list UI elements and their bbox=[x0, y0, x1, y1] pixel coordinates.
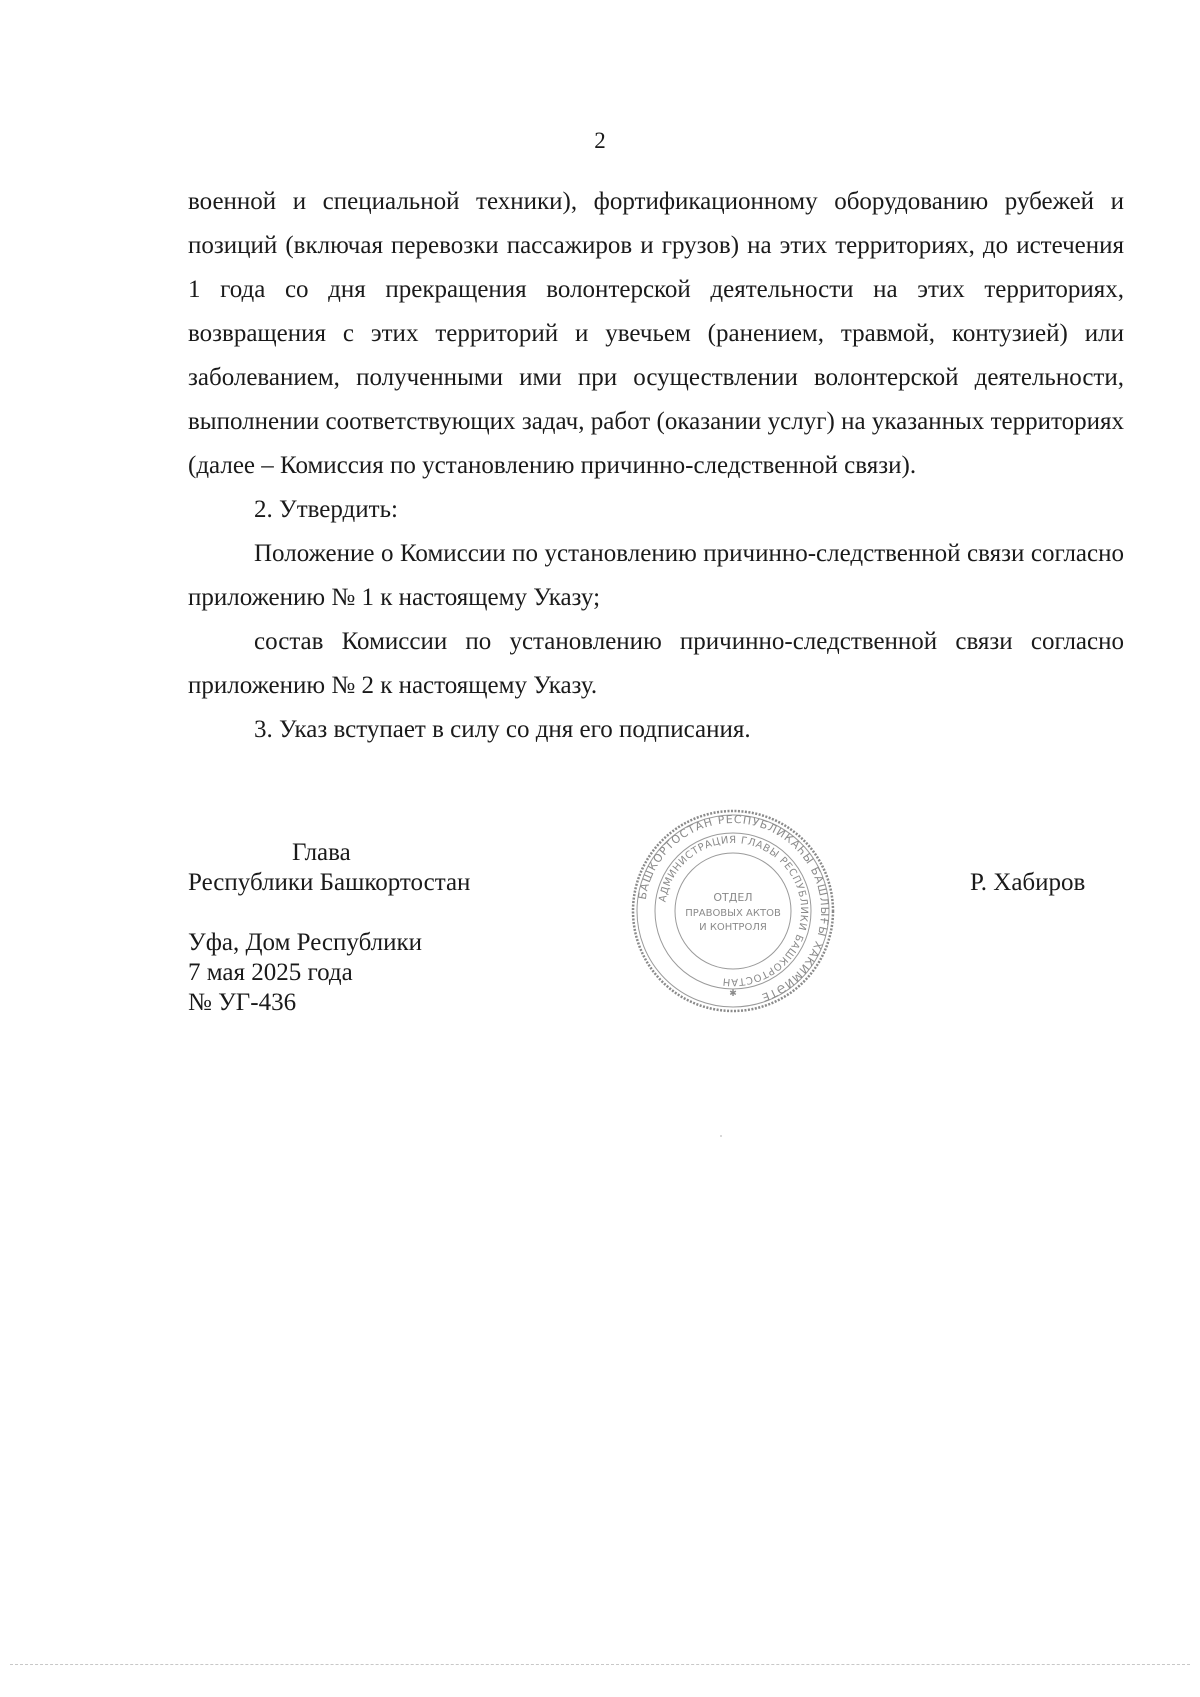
stamp-center-line3: И КОНТРОЛЯ bbox=[699, 922, 767, 933]
place-line: Уфа, Дом Республики bbox=[188, 929, 423, 956]
official-seal-stamp bbox=[628, 806, 838, 1016]
stamp-center-line1: ОТДЕЛ bbox=[713, 891, 753, 904]
scan-edge-line bbox=[10, 1664, 1190, 1665]
date-line: 7 мая 2025 года bbox=[188, 959, 353, 986]
paragraph-regulation: Положение о Комиссии по установлению причинно-следственной связи согласно приложению № 1 к настоящему Указу; bbox=[188, 540, 1124, 611]
stamp-outer-ring-text: БАШКОРТОСТАН РЕСПУБЛИКАҺЫ БАШЛЫҒЫ ХАКИМИӘТЕ bbox=[635, 812, 832, 1005]
stamp-center-line2: ПРАВОВЫХ АКТОВ bbox=[685, 908, 781, 919]
decree-number: № УГ-436 bbox=[188, 989, 297, 1016]
signatory-name: Р. Хабиров bbox=[970, 869, 1086, 896]
paragraph-composition: состав Комиссии по установлению причинно-следственной связи согласно приложению № 2 к настоящему Указу. bbox=[188, 628, 1124, 699]
place-date-block bbox=[188, 928, 422, 1018]
signatory-title-line2: Республики Башкортостан bbox=[188, 869, 471, 896]
stamp-inner-ring-text: АДМИНИСТРАЦИЯ ГЛАВЫ РЕСПУБЛИКИ БАШКОРТОСТАН bbox=[657, 834, 810, 988]
paragraph-effective: 3. Указ вступает в силу со дня его подписания. bbox=[254, 716, 751, 743]
stamp-star-icon: ✱ bbox=[729, 989, 737, 999]
document-body bbox=[188, 180, 1124, 752]
signatory-title bbox=[188, 838, 470, 898]
page-number: 2 bbox=[594, 128, 606, 153]
signatory-title-line1: Глава bbox=[292, 839, 351, 866]
scan-speck bbox=[720, 1135, 722, 1137]
paragraph-approve: 2. Утвердить: bbox=[254, 496, 398, 523]
paragraph-continuation: военной и специальной техники), фортификационному оборудованию рубежей и позиций (включая перевозки пассажиров и грузов) на этих территориях, до истечения 1 года со дня прекращения волонтерской деятельности на этих территориях, возвращения с этих территорий и увечьем (ранением, травмой, контузией) или заболеванием, полученными ими при осуществлении волонтерской деятельности, выполнении соответствующих задач, работ (оказании услуг) на указанных территориях (далее – Комиссия по установлению причинно-следственной связи). bbox=[188, 188, 1124, 479]
